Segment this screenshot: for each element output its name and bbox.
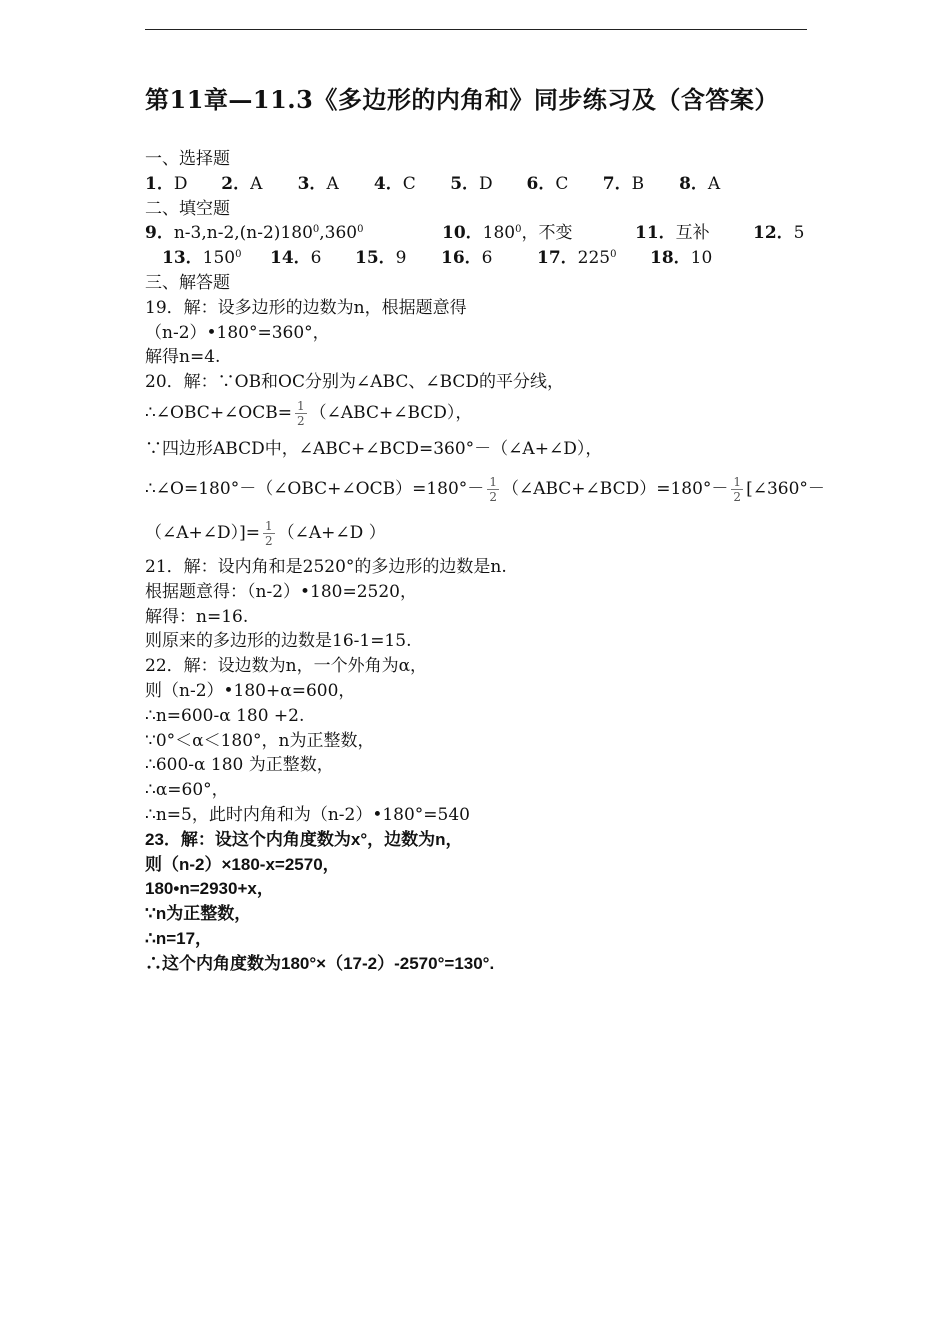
q23-line: ∴n=17， (145, 928, 213, 948)
q22-line: ∴α=60°， (145, 780, 229, 801)
q22-line: ∵0°＜α＜180°，n为正整数， (145, 730, 375, 751)
choice-item: 8．A (679, 173, 721, 194)
choice-item: 4．C (373, 173, 416, 194)
fill-item-13: 13．$150^0$ (162, 248, 242, 269)
choice-item: 5．D (450, 173, 493, 194)
q20-line: 20．解：∵OB和OC分别为∠ABC、∠BCD的平分线， (145, 372, 565, 393)
q20-line (145, 467, 825, 511)
fraction-one-half: $\frac{1}{2}$ (296, 398, 305, 428)
fraction-one-half: $\frac{1}{2}$ (733, 474, 742, 504)
q23-line: 则（n-2）×180-x=2570， (145, 854, 340, 874)
q22-line: ∴n=600-α 180 +2. (145, 705, 305, 726)
fill-item-17: 17．$225^0$ (537, 248, 617, 269)
fill-item-18: 18．10 (650, 248, 713, 269)
fill-item-16: 16．6 (441, 248, 493, 269)
q21-line: 解得：n=16. (145, 606, 249, 627)
choice-item: 3．A (297, 173, 339, 194)
q20-line: ∵四边形ABCD中，∠ABC+∠BCD=360°－（∠A+∠D）， (145, 438, 603, 459)
section-choice-heading: 一、选择题 (145, 149, 230, 169)
q22-line: ∴n=5，此时内角和为（n-2）•180°=540 (145, 804, 471, 825)
fraction-one-half: $\frac{1}{2}$ (265, 518, 273, 548)
fill-item-12: 12．5 (753, 223, 805, 244)
q20-text: （∠A+∠D ） (277, 522, 386, 543)
fill-item-9: 9．$n-3,n-2,(n-2)180^0,360^0$ (145, 223, 364, 244)
fill-answers-line-2 (145, 246, 810, 271)
header-rule (145, 29, 807, 30)
q19-line: 19．解：设多边形的边数为n，根据题意得 (145, 297, 467, 318)
q20-line (145, 395, 810, 431)
q20-text: ∴∠OBC+∠OCB= (145, 402, 292, 423)
fill-item-14: 14．6 (270, 248, 322, 269)
q19-line: 解得n=4. (145, 347, 221, 368)
answer-body (145, 147, 825, 977)
fill-item-11: 11．互补 (635, 223, 710, 244)
q20-text: （∠ABC+∠BCD）， (309, 402, 473, 423)
page-title: 第11章—11.3《多边形的内角和》同步练习及（含答案） (145, 85, 779, 114)
q23-line: ∵n为正整数， (145, 904, 252, 924)
q22-line: ∴600-α 180 为正整数， (145, 755, 334, 776)
section-fill-heading: 二、填空题 (145, 198, 230, 219)
q21-line: 21．解：设内角和是2520°的多边形的边数是n. (145, 556, 507, 577)
q19-line: （n-2）•180°=360°， (145, 322, 330, 343)
fill-item-15: 15．9 (355, 248, 407, 269)
q22-line: 22．解：设边数为n，一个外角为α， (145, 656, 428, 677)
fraction-one-half: $\frac{1}{2}$ (489, 474, 497, 504)
section-solve-heading: 三、解答题 (145, 272, 230, 293)
q23-line: 23．解：设这个内角度数为x°，边数为n， (145, 829, 463, 849)
q21-line: 根据题意得：（n-2）•180=2520， (145, 581, 417, 602)
q23-line: 180•n=2930+x， (145, 879, 274, 899)
choice-item: 2．A (221, 173, 263, 194)
q20-text: （∠A+∠D）]= (145, 522, 261, 543)
q22-line: 则（n-2）•180+α=600， (145, 680, 356, 701)
fill-answers-line-1 (145, 221, 810, 246)
choice-item: 6．C (526, 173, 569, 194)
choice-answers (145, 172, 810, 197)
q21-line: 则原来的多边形的边数是16-1=15. (145, 631, 412, 652)
q20-text: [∠360°－ (746, 478, 825, 499)
q20-line (145, 511, 810, 555)
fill-item-10: 10．$180^0$，不变 (442, 223, 573, 244)
choice-item: 1．D (145, 173, 188, 194)
q20-text: （∠ABC+∠BCD）=180°－ (501, 478, 729, 499)
q20-text: ∴∠O=180°－（∠OBC+∠OCB）=180°－ (145, 478, 485, 499)
choice-item: 7．B (602, 173, 645, 194)
q23-line: ∴这个内角度数为180°×（17-2）-2570°=130°. (145, 953, 495, 973)
